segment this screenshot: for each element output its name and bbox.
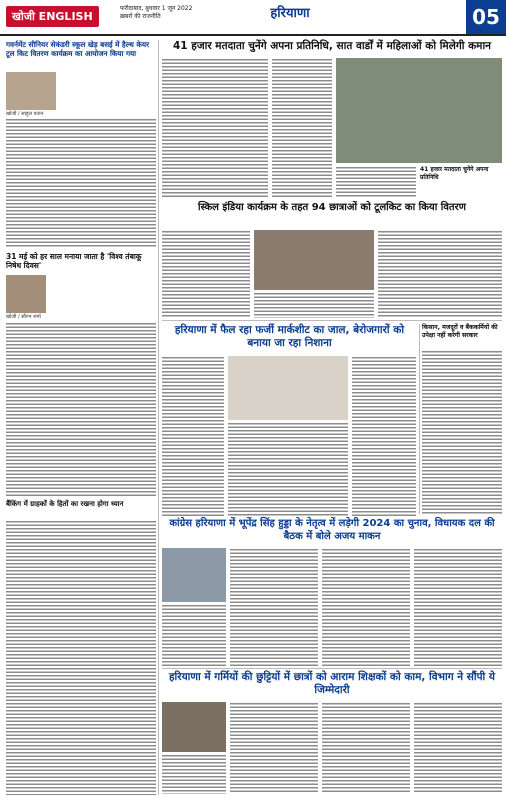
article-subheadline-voters: 41 हजार मतदाता चुनेंगे अपना प्रतिनिधि: [420, 166, 489, 181]
reporter-photo-tobacco: [6, 275, 46, 313]
article-body-holidays-2: [230, 702, 318, 794]
tagline: ख़बरों की राजनीति: [120, 13, 161, 20]
article-body-congress-1: [162, 604, 226, 666]
article-body-voters-2: [272, 58, 332, 198]
article-body-holidays-3: [322, 702, 410, 794]
article-body-voters-1: [162, 58, 268, 198]
article-body-skill-1: [162, 230, 250, 318]
article-body-skill-2: [254, 292, 374, 318]
article-headline-skill-india: स्किल इंडिया कार्यक्रम के तहत 94 छात्राओं को टूलकिट का किया वितरण: [198, 202, 466, 213]
article-headline-voters: 41 हजार मतदाता चुनेंगे अपना प्रतिनिधि, सात वार्डों में महिलाओं को मिलेगी कमान: [173, 40, 491, 52]
article-body-marksheet-3: [352, 356, 416, 516]
article-headline-tobacco: 31 मई को हर साल मनाया जाता है 'विश्व तंबाकू निषेध दिवस': [6, 252, 142, 270]
reporter-photo: [6, 72, 56, 110]
section-divider: [162, 320, 502, 321]
article-body-holidays-4: [414, 702, 502, 794]
newspaper-brand: खोजी ENGLISH: [6, 6, 99, 27]
photo-fake-degrees: [228, 356, 348, 420]
article-body-tobacco: [6, 322, 156, 498]
issue-date: फरीदाबाद, बुधवार 1 जून 2022: [120, 5, 193, 12]
photo-voters: [336, 58, 502, 163]
article-headline-healthkit: गवर्नमेंट सीनियर सेकंडरी स्कूल खेड़ बसई में हैल्थ केयर टूल किट वितरण कार्यक्रम का आयोजन किया गया: [6, 40, 150, 58]
photo-caption-tobacco: खोजी / सौरभ शर्मा: [6, 314, 41, 320]
article-body-voters-3: [336, 166, 416, 198]
article-body-marksheet-2: [228, 422, 348, 516]
article-body-banking: [6, 520, 156, 795]
column-divider-right: [419, 324, 420, 514]
section-title: हरियाणा: [270, 6, 310, 21]
article-body-farmers: [422, 350, 502, 514]
page-number: 05: [466, 0, 506, 34]
article-headline-fake-marksheet: हरियाणा में फैल रहा फर्जी मार्कशीट का जाल, बेरोजगारों को बनाया जा रहा निशाना: [174, 324, 405, 349]
article-body-holidays-1: [162, 754, 226, 794]
masthead: [0, 0, 506, 36]
column-divider: [158, 40, 159, 795]
article-headline-congress: कांग्रेस हरियाणा में भूपेंद्र सिंह हुड्डा के नेतृत्व में लड़ेगी 2024 का चुनाव, विधायक दल की बैठक में बोले अजय माकन: [169, 518, 495, 542]
article-body-skill-3: [378, 230, 502, 318]
photo-summer-holidays: [162, 702, 226, 752]
photo-caption-healthkit: खोजी / साहुल पतान: [6, 111, 44, 117]
article-body-congress-3: [322, 548, 410, 666]
article-body-marksheet-1: [162, 356, 224, 516]
photo-congress: [162, 548, 226, 602]
article-body-healthkit: [6, 118, 156, 248]
article-body-congress-4: [414, 548, 502, 666]
article-headline-farmers: किसान, मजदूरों व बैंककर्मियों की उपेक्षा नहीं करेगी सरकार: [422, 324, 498, 339]
photo-skill-india: [254, 230, 374, 290]
section-divider-2: [162, 668, 502, 669]
article-body-congress-2: [230, 548, 318, 666]
article-headline-banking: बैंकिंग में ग्राहकों के हितों का रखना होगा ध्यान: [6, 500, 124, 508]
article-headline-summer-holidays: हरियाणा में गर्मियों की छुट्टियों में छात्रों को आराम शिक्षकों को काम, विभाग ने सौंपी ये जिम्मेदारी: [168, 671, 496, 696]
